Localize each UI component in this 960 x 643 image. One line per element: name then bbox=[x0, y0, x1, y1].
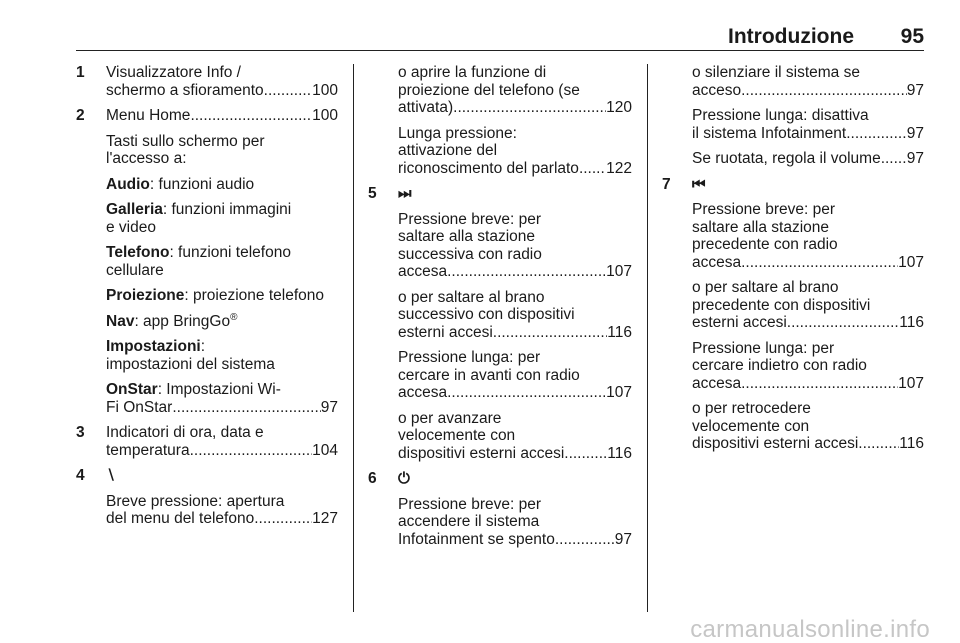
page-ref: 116 bbox=[899, 435, 924, 452]
text-line: cercare in avanti con radio bbox=[398, 366, 580, 384]
entry-text: Se ruotata, regola il volume bbox=[692, 150, 881, 167]
index-line bbox=[398, 531, 632, 549]
text-line: Pressione breve: per bbox=[692, 201, 836, 218]
leader-dots bbox=[564, 445, 607, 463]
definition: : app BringGo bbox=[134, 312, 231, 330]
paragraph bbox=[106, 338, 338, 373]
paragraph bbox=[106, 287, 338, 305]
entry-text: riconoscimento del parlato bbox=[398, 159, 579, 177]
text-line: velocemente con bbox=[692, 417, 810, 435]
entry-text: accesa bbox=[398, 384, 448, 401]
entry-text: Menu Home bbox=[106, 107, 191, 124]
column-divider bbox=[353, 64, 354, 612]
text-line: e video bbox=[106, 218, 156, 236]
entry-text: dispositivi esterni accesi bbox=[398, 444, 565, 462]
leader-dots bbox=[172, 399, 320, 417]
text-line: precedente con radio bbox=[692, 236, 838, 253]
index-line bbox=[692, 125, 924, 143]
page-ref: 97 bbox=[320, 398, 338, 416]
leader-dots bbox=[447, 384, 606, 402]
paragraph bbox=[106, 201, 338, 236]
index-line bbox=[398, 263, 632, 281]
column-1 bbox=[76, 64, 338, 528]
leader-dots bbox=[741, 254, 898, 272]
page-ref: 97 bbox=[906, 124, 924, 142]
term: Audio bbox=[106, 175, 150, 193]
paragraph bbox=[106, 244, 338, 279]
index-line bbox=[106, 510, 338, 528]
item-number: 7 bbox=[662, 175, 671, 193]
phone-icon: ∖ bbox=[106, 467, 117, 484]
item-number: 5 bbox=[368, 185, 377, 202]
text-line: precedente con dispositivi bbox=[692, 296, 871, 314]
entry-text: schermo a sfioramento bbox=[106, 81, 264, 99]
text-line: saltare alla stazione bbox=[692, 218, 829, 236]
entry-text: esterni accesi bbox=[398, 323, 493, 341]
column-3 bbox=[662, 64, 924, 461]
index-line bbox=[398, 99, 632, 117]
index-line bbox=[106, 442, 338, 460]
text-line: successivo con dispositivi bbox=[398, 306, 575, 323]
leader-dots bbox=[881, 150, 907, 168]
text-line: Pressione lunga: disattiva bbox=[692, 107, 869, 124]
text-line: saltare alla stazione bbox=[398, 228, 535, 245]
page-ref: 120 bbox=[606, 99, 632, 116]
definition: : funzioni audio bbox=[149, 175, 255, 193]
entry-text: il sistema Infotainment bbox=[692, 124, 847, 142]
definition: : funzioni immagini bbox=[162, 201, 292, 218]
text-line: o per retrocedere bbox=[692, 400, 811, 417]
text-line: Pressione breve: per bbox=[398, 495, 542, 513]
text-line: impostazioni del sistema bbox=[106, 355, 275, 373]
text-line: o per saltare al brano bbox=[398, 288, 545, 306]
page-ref: 107 bbox=[898, 374, 924, 392]
page-ref: 127 bbox=[312, 510, 338, 527]
entry-text: del menu del telefono bbox=[106, 510, 255, 527]
item-2 bbox=[76, 107, 338, 416]
entry-text: temperatura bbox=[106, 441, 190, 459]
index-line bbox=[692, 150, 924, 168]
entry-text: esterni accesi bbox=[692, 314, 787, 331]
previous-track-icon: ⏮ bbox=[692, 175, 706, 193]
leader-dots bbox=[846, 125, 907, 143]
leader-dots bbox=[254, 510, 312, 528]
entry-text: dispositivi esterni accesi bbox=[692, 435, 859, 452]
item-number: 4 bbox=[76, 467, 85, 484]
index-line bbox=[692, 314, 924, 332]
term: Galleria bbox=[106, 201, 163, 218]
item-number: 6 bbox=[368, 470, 377, 487]
page-ref: 97 bbox=[614, 530, 632, 548]
index-line bbox=[106, 399, 338, 417]
paragraph bbox=[106, 313, 338, 331]
text-line: attivazione del bbox=[398, 142, 498, 159]
text-line: Tasti sullo schermo per bbox=[106, 132, 265, 150]
page-ref: 100 bbox=[312, 107, 338, 124]
text-line: successiva con radio bbox=[398, 245, 542, 263]
entry-text: Infotainment se spento bbox=[398, 530, 555, 548]
item-6 bbox=[368, 470, 632, 548]
power-icon: ⏻ bbox=[398, 470, 410, 487]
text-line: Pressione breve: per bbox=[398, 210, 542, 228]
text-line: Pressione lunga: per bbox=[692, 339, 835, 357]
text-line: accendere il sistema bbox=[398, 513, 540, 530]
index-line bbox=[398, 324, 632, 342]
text-line: Lunga pressione: bbox=[398, 124, 517, 142]
registered-mark: ® bbox=[230, 311, 238, 323]
text-line: o per saltare al brano bbox=[692, 279, 839, 296]
text-line: o aprire la funzione di bbox=[398, 64, 547, 81]
definition: : Impostazioni Wi- bbox=[157, 381, 281, 398]
entry-text: accesa bbox=[692, 374, 742, 392]
item-number: 1 bbox=[76, 64, 85, 81]
entry-text: accesa bbox=[692, 253, 742, 271]
page-ref: 107 bbox=[606, 263, 632, 280]
term: OnStar bbox=[106, 381, 158, 398]
leader-dots bbox=[579, 160, 606, 178]
entry-text: Fi OnStar bbox=[106, 398, 173, 416]
index-line bbox=[398, 445, 632, 463]
paragraph bbox=[106, 176, 338, 194]
text-line: Indicatori di ora, data e bbox=[106, 424, 264, 441]
column-divider bbox=[647, 64, 648, 612]
index-line bbox=[398, 384, 632, 402]
term: Telefono bbox=[106, 244, 170, 261]
entry-text: acceso bbox=[692, 81, 742, 99]
paragraph bbox=[106, 133, 338, 168]
watermark: carmanualsonline.info bbox=[690, 615, 930, 643]
page-ref: 107 bbox=[898, 253, 924, 271]
text-line: proiezione del telefono (se bbox=[398, 81, 580, 99]
index-line bbox=[692, 254, 924, 272]
page-ref: 97 bbox=[906, 81, 924, 99]
page-ref: 116 bbox=[607, 444, 632, 462]
term: Proiezione bbox=[106, 287, 185, 304]
page-ref: 116 bbox=[899, 314, 924, 331]
index-line bbox=[692, 82, 924, 100]
item-number: 2 bbox=[76, 107, 85, 124]
index-line bbox=[692, 375, 924, 393]
paragraph bbox=[106, 381, 338, 416]
page-ref: 116 bbox=[607, 323, 632, 341]
term: Nav bbox=[106, 312, 135, 330]
item-6-continued bbox=[662, 64, 924, 168]
page-ref: 107 bbox=[606, 384, 632, 401]
leader-dots bbox=[264, 82, 312, 100]
definition: : funzioni telefono bbox=[169, 244, 291, 261]
text-line: o per avanzare bbox=[398, 409, 502, 427]
leader-dots bbox=[453, 99, 606, 117]
leader-dots bbox=[858, 435, 899, 453]
text-line: cercare indietro con radio bbox=[692, 357, 867, 374]
page-ref: 97 bbox=[906, 150, 924, 167]
leader-dots bbox=[493, 324, 608, 342]
leader-dots bbox=[447, 263, 606, 281]
section-title: Introduzione bbox=[728, 25, 854, 48]
item-5 bbox=[368, 185, 632, 462]
item-3 bbox=[76, 424, 338, 459]
text-line: Pressione lunga: per bbox=[398, 349, 541, 366]
entry-text: accesa bbox=[398, 263, 448, 280]
leader-dots bbox=[787, 314, 900, 332]
text-line: Breve pressione: apertura bbox=[106, 492, 285, 510]
page-ref: 100 bbox=[312, 81, 338, 99]
text-line: o silenziare il sistema se bbox=[692, 64, 860, 81]
index-line bbox=[398, 160, 632, 178]
page-header bbox=[76, 25, 924, 51]
text-line: cellulare bbox=[106, 261, 164, 279]
leader-dots bbox=[555, 531, 615, 549]
item-1 bbox=[76, 64, 338, 99]
definition: : proiezione telefono bbox=[184, 287, 324, 304]
item-7 bbox=[662, 176, 924, 453]
leader-dots bbox=[190, 107, 312, 125]
text-line: velocemente con bbox=[398, 427, 516, 444]
index-line bbox=[692, 435, 924, 453]
next-track-icon: ⏭ bbox=[398, 185, 412, 202]
page-number: 95 bbox=[900, 25, 924, 48]
leader-dots bbox=[741, 82, 907, 100]
index-line bbox=[106, 107, 338, 125]
text-line: Visualizzatore Info / bbox=[106, 64, 241, 81]
item-4-continued bbox=[368, 64, 632, 177]
item-number: 3 bbox=[76, 424, 85, 441]
text-line: l'accesso a: bbox=[106, 150, 187, 167]
item-4 bbox=[76, 467, 338, 528]
definition: : bbox=[200, 338, 206, 355]
page-ref: 104 bbox=[312, 441, 338, 459]
column-2 bbox=[368, 64, 632, 548]
term: Impostazioni bbox=[106, 338, 201, 355]
index-line bbox=[106, 82, 338, 100]
leader-dots bbox=[190, 442, 313, 460]
entry-text: attivata) bbox=[398, 99, 454, 116]
leader-dots bbox=[741, 375, 898, 393]
page-ref: 122 bbox=[606, 159, 632, 177]
